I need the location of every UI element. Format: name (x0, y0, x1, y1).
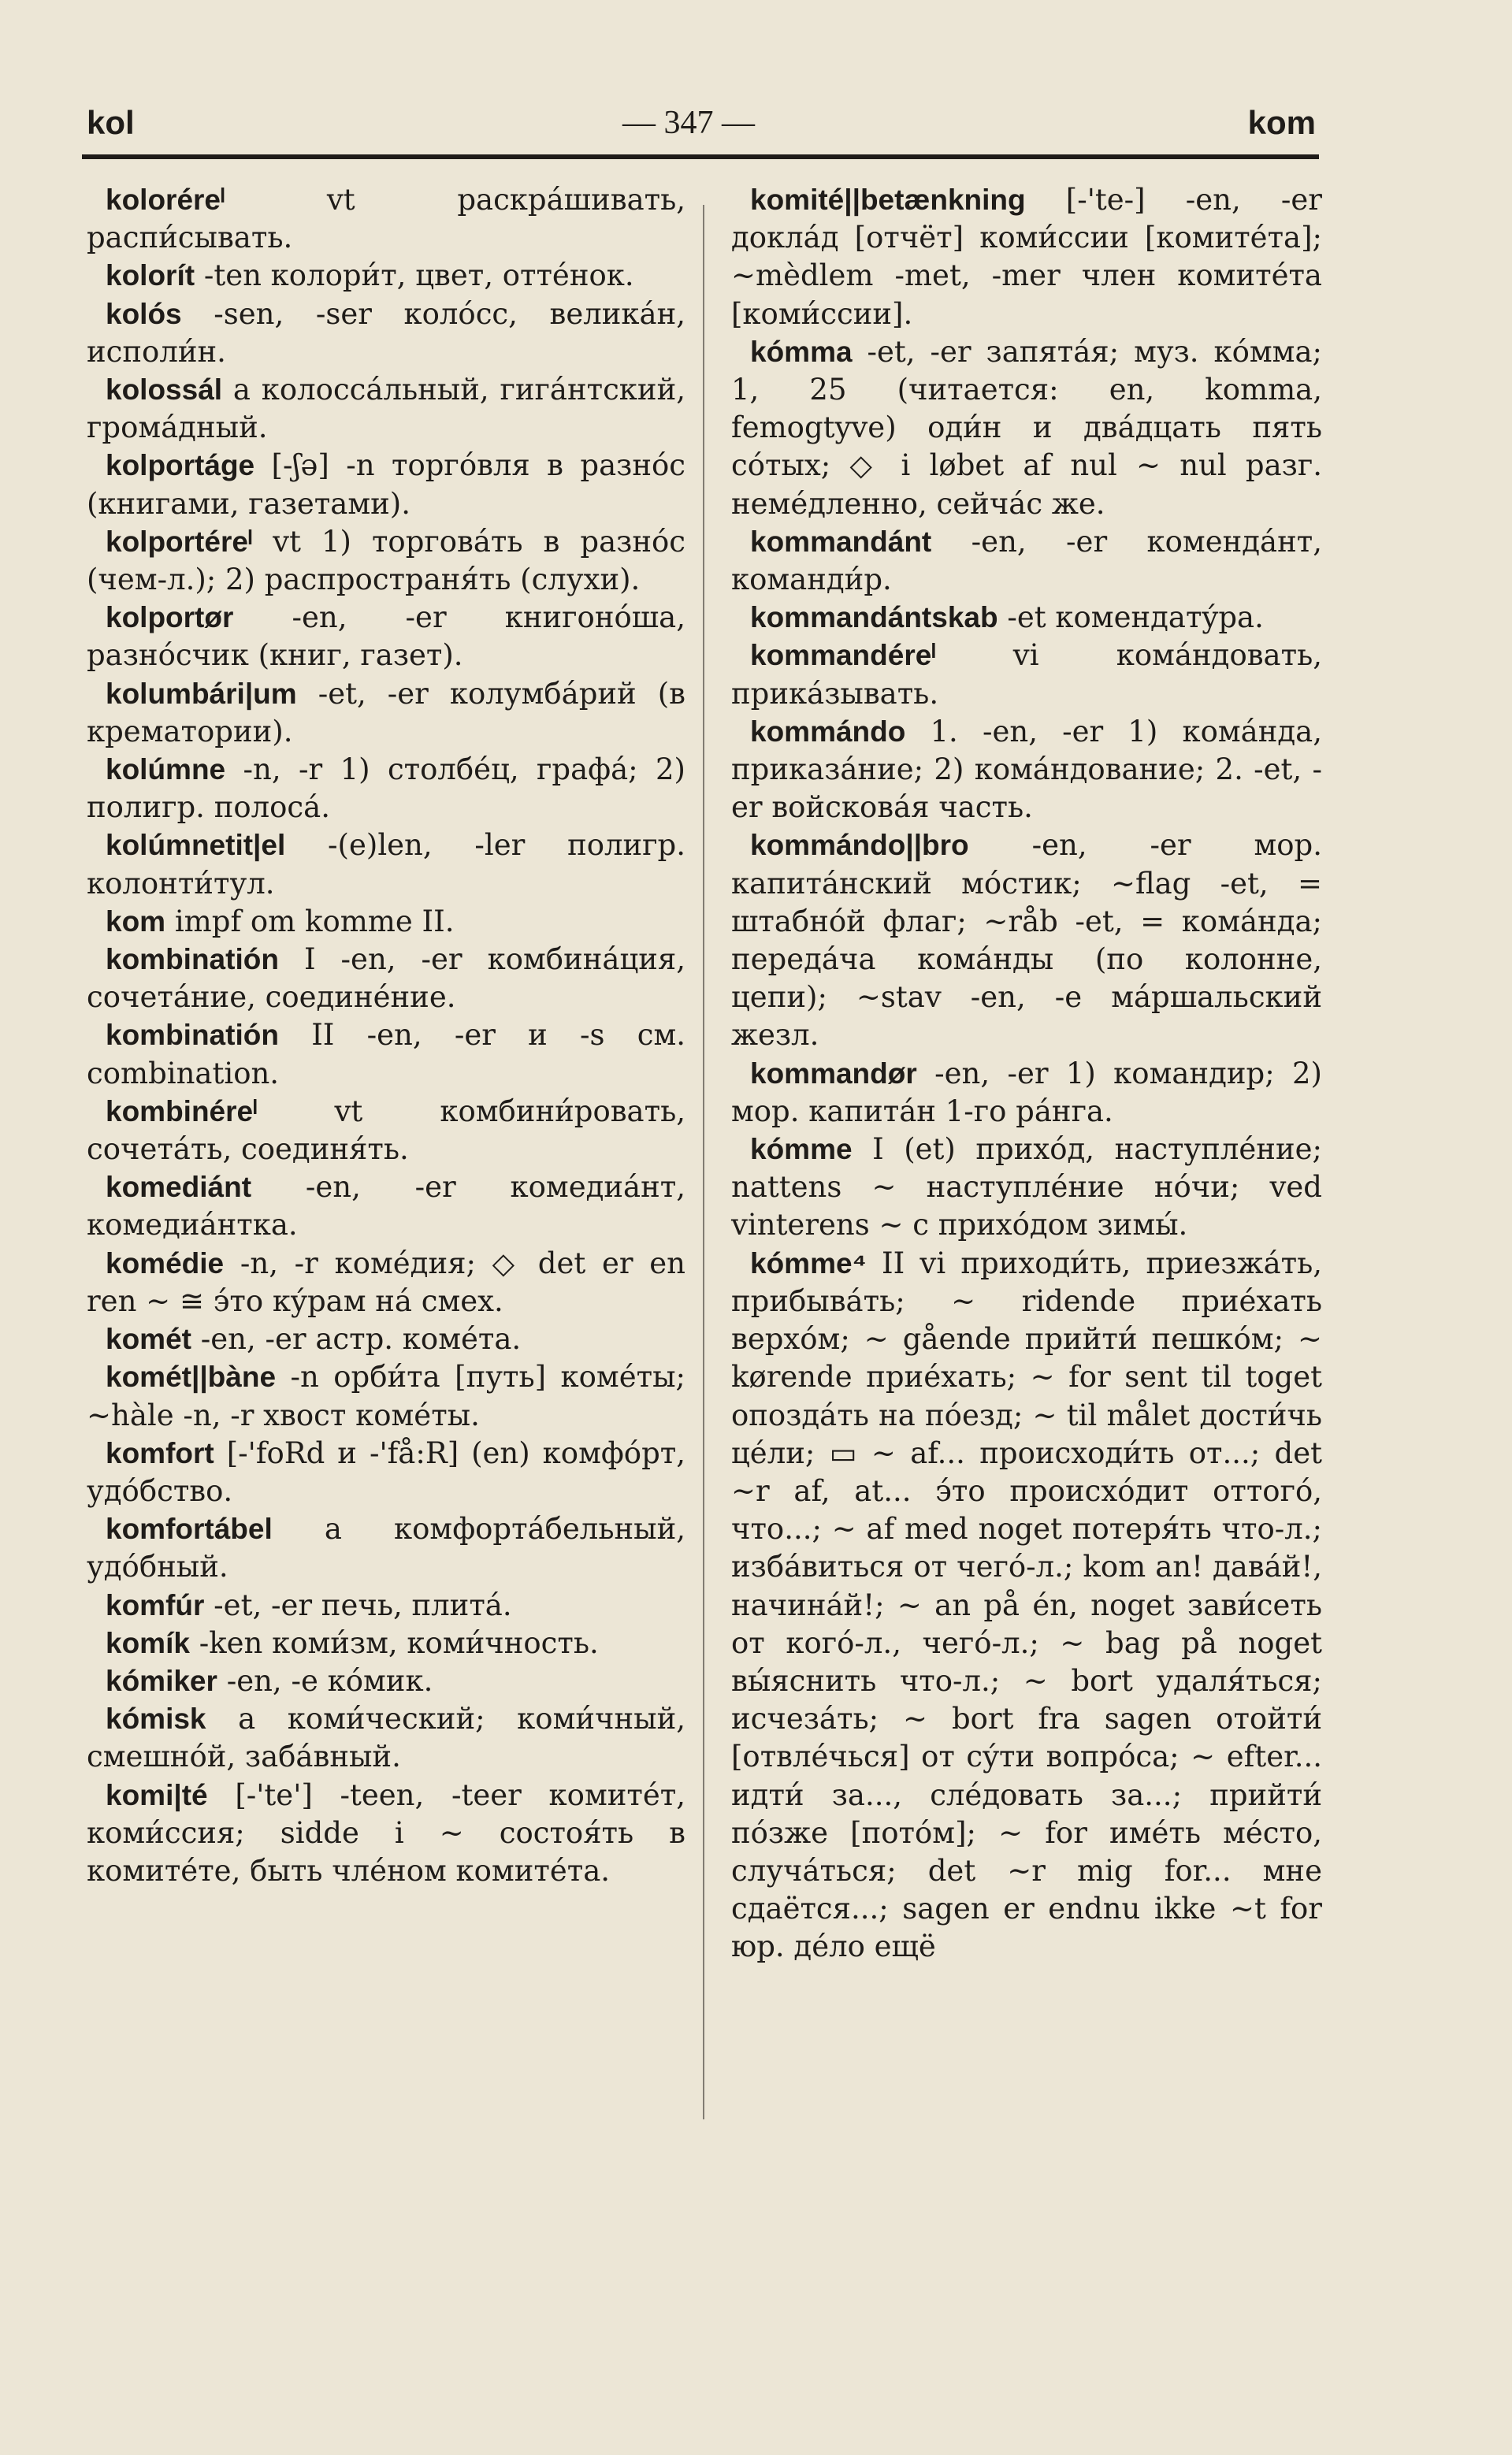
entry-definition: [-'te'] -teen, -teer комитéт, коми́ссия; sidde i ~ состоя́ть в комитéте, быть члéном комитéта. (87, 1777, 685, 1888)
entry-headword: kolportáge (106, 449, 255, 482)
entry-definition: 1. -en, -er 1) комáнда, приказáние; 2) комáндование; 2. -et, -er войсковáя часть. (731, 714, 1322, 825)
entry-definition: a колоссáльный, гигáнтский, громáдный. (87, 373, 686, 445)
dictionary-entry (87, 751, 685, 826)
entry-headword: kolportør (106, 601, 234, 634)
dictionary-entry (87, 257, 685, 295)
entry-definition: a коми́ческий; коми́чный, смешнóй, забáвный. (87, 1702, 686, 1774)
entry-headword: kolorít (106, 259, 195, 292)
entry-headword: kombinatión (106, 943, 279, 976)
entry-headword: kombinéreˡ (106, 1094, 258, 1127)
dictionary-entry (87, 1320, 685, 1358)
entry-headword: kombinatión (106, 1019, 279, 1052)
entry-definition: -en, -er 1) командир; 2) мор. капитáн 1-го рáнга. (731, 1056, 1322, 1128)
entry-definition: -ken коми́зм, коми́чность. (199, 1625, 599, 1660)
right-column (731, 181, 1322, 1967)
entry-headword: kommandør (750, 1057, 917, 1090)
dictionary-entry (87, 295, 685, 371)
dictionary-entry (87, 675, 685, 751)
dictionary-entry (731, 333, 1322, 523)
left-column (87, 181, 685, 1890)
entry-definition: -et, -er запятáя; муз. кóмма; 1, 25 (читается: en, komma, femogtyve) оди́н и двáдцать пять сóтых; ◇ i løbet af nul ~ nul разг. немéдленно, сейчáс же. (731, 334, 1322, 521)
entry-headword: komfúr (106, 1588, 205, 1621)
entry-definition: vt комбини́ровать, сочетáть, соединя́ть. (87, 1094, 685, 1167)
entry-definition: vi комáндовать, прикáзывать. (731, 638, 1322, 711)
entry-definition: -et, -er печь, плитá. (214, 1588, 512, 1622)
dictionary-entry (87, 1587, 685, 1625)
entry-definition: -en, -er комедиáнт, комедиáнтка. (87, 1170, 685, 1242)
dictionary-entry (731, 1245, 1322, 1967)
entry-definition: [-ʃə] -n торгóвля в разнóс (книгами, газетами). (87, 448, 685, 521)
entry-headword: komediánt (106, 1171, 252, 1204)
dictionary-entry (87, 523, 685, 599)
entry-definition: vt раскрáшивать, распи́сывать. (87, 183, 685, 255)
dictionary-entry (87, 1662, 685, 1700)
entry-headword: kolumbári|um (106, 677, 297, 710)
entry-headword: kom (106, 904, 166, 938)
entry-definition: [-'foRd и -'få:R] (en) комфóрт, удóбство. (87, 1435, 685, 1508)
left-guide-word: kol (87, 104, 135, 141)
entry-headword: komfort (106, 1436, 214, 1469)
dictionary-entry (731, 1055, 1322, 1131)
entry-definition: -n, -r комéдия; ◇ det er en ren ~ ≅ э́то кýрам нá смех. (87, 1246, 686, 1318)
entry-headword: kómme (750, 1133, 853, 1166)
entry-definition: II -en, -er и -s см. combination. (87, 1018, 686, 1090)
entry-headword: kommándo (750, 715, 906, 748)
entry-headword: kolúmne (106, 753, 226, 786)
entry-headword: komité||betænkning (750, 184, 1026, 216)
entry-headword: kómisk (106, 1703, 206, 1736)
right-guide-word: kom (1247, 104, 1316, 141)
entry-definition: -en, -er астр. комéта. (200, 1322, 522, 1357)
entry-headword: komi|té (106, 1778, 208, 1811)
dictionary-entry (731, 523, 1322, 599)
entry-definition: I (et) прихóд, наступлéние; nattens ~ наступлéние нóчи; ved vinterens ~ с прихóдом зимы́. (731, 1132, 1322, 1242)
entry-definition: impf om komme II. (174, 904, 455, 938)
dictionary-entry (731, 599, 1322, 637)
dictionary-entry (731, 826, 1322, 1054)
entry-headword: komfortábel (106, 1513, 273, 1546)
entry-definition: -en, -er комендáнт, команди́р. (731, 524, 1322, 597)
entry-headword: koloréreˡ (106, 184, 225, 216)
dictionary-entry (87, 1016, 685, 1092)
entry-headword: kómma (750, 335, 853, 368)
entry-definition: a комфортáбельный, удóбный. (87, 1512, 685, 1584)
entry-headword: kommandánt (750, 525, 932, 558)
entry-headword: kommándo||bro (750, 829, 969, 862)
dictionary-entry (87, 1245, 685, 1320)
dictionary-entry (87, 447, 685, 522)
entry-definition: -sen, -ser колóсс, великáн, исполи́н. (87, 296, 685, 369)
entry-headword: komík (106, 1626, 190, 1659)
dictionary-entry (87, 1777, 685, 1891)
entry-definition: -en, -er мор. капитáнский мóстик; ~flag -et, = штабнóй флаг; ~råb -et, = комáнда; передáча комáнды (по колонне, цепи); ~stav -en, -e мáршальский жезл. (731, 828, 1322, 1053)
entry-definition: II vi приходи́ть, приезжáть, прибывáть; ~ ridende приéхать верхóм; ~ gående прийти́ пешкóм; ~ kørende приéхать; ~ for sent til toget опоздáть на пóезд; ~ til målet дости́чь цéли; ▭ ~ af... происходи́ть от...; det ~r af, at... э́то происхóдит оттогó, что...; ~ af med noget потеря́ть что-л.; избáвиться от чегó-л.; kom an! давáй!, начинáй!; ~ an på én, noget зави́сеть от когó-л., чегó-л.; ~ bag på noget вы́яснить что-л.; ~ bort удаля́ться; исчезáть; ~ bort fra sagen отойти́ [отвлéчься] от сýти вопрóса; ~ efter... идти́ за..., слéдовать за...; прийти́ пóзже [потóм]; ~ for имéть мéсто, случáться; det ~r mig for... мне сдаётся...; sagen er endnu ikke ~t for юр. дéло ещё (731, 1246, 1322, 1964)
entry-definition: vt 1) торговáть в разнóс (чем-л.); 2) распространя́ть (слухи). (87, 524, 685, 597)
entry-headword: kolós (106, 297, 182, 330)
entry-definition: -et комендатýра. (1007, 600, 1264, 635)
dictionary-entry (87, 599, 685, 674)
entry-headword: komét||bàne (106, 1361, 277, 1394)
dictionary-entry (87, 826, 685, 902)
entry-definition: -en, -e кóмик. (226, 1663, 433, 1698)
dictionary-entry (87, 1168, 685, 1244)
entry-headword: komédie (106, 1246, 225, 1279)
column-separator (703, 205, 704, 2119)
dictionary-entry (731, 637, 1322, 712)
dictionary-entry (87, 1625, 685, 1662)
entry-definition: -n орби́та [путь] комéты; ~hàle -n, -r хвост комéты. (87, 1360, 685, 1432)
entry-headword: komét (106, 1323, 191, 1356)
entry-definition: -et, -er колумбáрий (в крематории). (87, 676, 685, 748)
entry-headword: kommandéreˡ (750, 639, 936, 672)
dictionary-entry (731, 181, 1322, 333)
entry-definition: -en, -er книгонóша, разнóсчик (книг, газет). (87, 600, 685, 673)
entry-headword: kómme⁴ (750, 1246, 867, 1279)
entry-headword: kolportéreˡ (106, 525, 253, 558)
header-rule (82, 154, 1319, 159)
entry-headword: kommandántskab (750, 601, 998, 634)
dictionary-entry (87, 1093, 685, 1168)
dictionary-entry (87, 941, 685, 1016)
dictionary-entry (87, 371, 685, 447)
entry-definition: -n, -r 1) столбéц, графá; 2) полигр. полосá. (87, 752, 685, 825)
entry-definition: -ten колори́т, цвет, оттéнок. (203, 258, 634, 293)
entry-definition: [-'te-] -en, -er доклáд [отчёт] коми́ссии [комитéта]; ~mèdlem -met, -mer член комитéта [коми́ссии]. (731, 183, 1322, 331)
entry-headword: kolúmnetit|el (106, 829, 286, 862)
dictionary-entry (87, 181, 685, 257)
dictionary-entry (87, 1358, 685, 1434)
dictionary-entry (87, 1435, 685, 1510)
page-header (87, 104, 1316, 151)
entry-headword: kómiker (106, 1664, 217, 1697)
dictionary-entry (731, 713, 1322, 827)
page-number: — 347 — (622, 105, 755, 141)
dictionary-entry (87, 1510, 685, 1586)
entry-definition: -(e)len, -ler полигр. колонти́тул. (87, 828, 686, 901)
entry-definition: I -en, -er комбинáция, сочетáние, соединéние. (87, 942, 686, 1015)
dictionary-entry (87, 903, 685, 941)
dictionary-entry (731, 1131, 1322, 1245)
dictionary-entry (87, 1700, 685, 1776)
entry-headword: kolossál (106, 373, 223, 407)
